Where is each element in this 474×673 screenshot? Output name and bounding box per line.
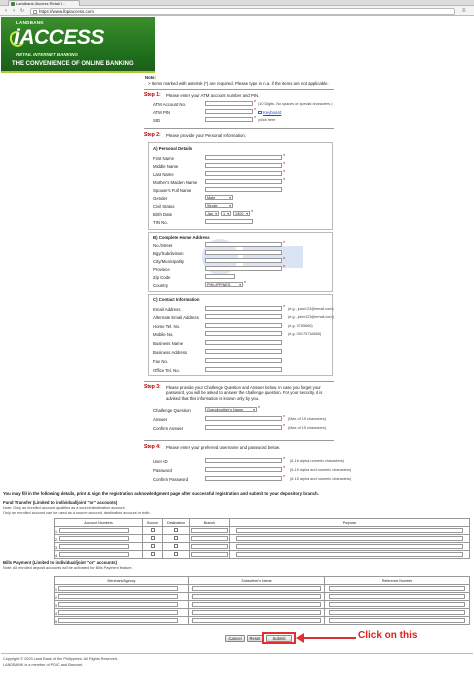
subscriber-cell [189,593,325,601]
arrow-line [302,637,356,639]
email-hint: (e.g., juan123@email.com) [288,307,334,311]
email-label: Email Address [153,307,181,312]
province-input[interactable] [205,266,282,271]
forward-icon[interactable]: › [13,8,15,14]
atm-account-hint: (10 Digits. No spaces or special characters.) [258,102,333,106]
row-label: 4. [55,553,58,558]
office-tel-label: Office Tel. No. [153,368,180,373]
reference-input[interactable] [329,602,466,607]
confirm-answer-hint: (Max of 15 characters) [288,426,326,430]
civil-status-label: Civil Status [153,204,175,209]
reference-input[interactable] [329,586,466,591]
subscriber-input[interactable] [192,602,320,607]
confirm-answer-input[interactable] [205,425,282,430]
answer-hint: (Max of 15 characters) [288,417,326,421]
submit-button[interactable]: Submit [266,635,292,642]
fund-note-2: Only an enrolled account can be used as a source account, destination account or both. [3,511,151,515]
fax-input[interactable] [205,358,282,363]
merchant-cell [55,585,189,593]
destination-checkbox[interactable] [174,552,178,556]
branch-cell [190,551,230,559]
source-cell [143,535,163,543]
province-label: Province [153,267,170,272]
merchant-input[interactable] [58,586,178,591]
required-marker: * [283,154,285,160]
password-hint: (6-15 alpha and numeric characters) [290,468,352,472]
submit-highlight-box [262,632,296,644]
column-header: Purpose [230,519,470,527]
column-header: Account Numbers [55,519,143,527]
email-input[interactable] [205,306,282,311]
purpose-input[interactable] [236,544,463,549]
row-label: 1. [55,529,58,534]
merchant-cell [55,601,189,609]
iaccess-logo: iACCESS [14,26,104,49]
table-header-row [55,519,470,527]
table-row [55,617,470,625]
banner-tagline: THE CONVENIENCE OF ONLINE BANKING [12,61,134,67]
reference-cell [325,585,470,593]
alt-email-label: Alternate Email Address [153,315,199,320]
bills-payment-table [54,576,470,625]
atm-account-input[interactable] [205,101,253,106]
spouse-name-input[interactable] [205,187,282,192]
mobile-input[interactable] [205,331,282,336]
required-marker: * [283,170,285,176]
middle-name-input[interactable] [205,163,282,168]
footer-divider [1,653,473,654]
row-number [55,543,143,551]
answer-label: Answer [153,417,168,422]
challenge-question-label: Challenge Question [153,408,191,413]
subscriber-input[interactable] [192,618,320,623]
column-header: Subscriber's Name [189,577,325,585]
user-id-input[interactable] [205,458,282,463]
spouse-name-label: Spouse's Full Name [153,188,192,193]
row-label: 2 [55,595,57,600]
purpose-input[interactable] [236,536,463,541]
required-marker: * [254,100,256,106]
reload-icon[interactable]: ↻ [19,8,25,14]
back-icon[interactable]: ‹ [5,8,7,14]
source-cell [143,543,163,551]
reference-input[interactable] [329,610,466,615]
subscriber-cell [189,609,325,617]
tin-label: TIN No. [153,220,168,225]
row-number [55,527,143,535]
business-name-input[interactable] [205,340,282,345]
first-name-label: First Name [153,156,175,161]
required-marker: * [283,457,285,463]
confirm-password-hint: (6-15 alpha and numeric characters) [290,477,352,481]
required-marker: * [244,281,246,287]
maiden-name-input[interactable] [205,179,282,184]
table-row [55,601,470,609]
step2-text: Please provide your Personal Information. [166,133,247,138]
required-marker: * [283,178,285,184]
column-header: Branch [190,519,230,527]
required-marker: * [254,108,256,114]
purpose-cell [230,527,470,535]
table-row [55,527,470,535]
answer-input[interactable] [205,416,282,421]
branch-cell [190,535,230,543]
row-label: 4 [55,611,57,616]
account-number-input[interactable] [59,528,129,533]
destination-cell [163,543,190,551]
source-cell [143,527,163,535]
business-address-label: Business Address [153,350,188,355]
civil-status-select[interactable]: Single ▾ [205,203,233,208]
subscriber-cell [189,585,325,593]
destination-cell [163,527,190,535]
banner-brand: LANDBANK [16,20,44,25]
divider [144,440,334,441]
birth-date-label: Birth Date [153,212,173,217]
required-marker: * [283,424,285,430]
cancel-button[interactable]: Cancel [225,635,245,642]
merchant-input[interactable] [58,618,178,623]
home-tel-hint: (e.g. 9755666) [288,324,313,328]
footer-member: LANDBANK is a member of PDIC and Bancnet. [3,663,84,667]
city-label: City/Municipality [153,259,185,264]
merchant-input[interactable] [58,610,178,615]
column-header: Destination [163,519,190,527]
row-label: 5 [55,619,57,624]
account-number-input[interactable] [59,552,129,557]
row-label: 3. [55,545,58,550]
last-name-input[interactable] [205,171,282,176]
branch-input[interactable] [191,536,228,541]
reference-cell [325,609,470,617]
note-text: > Items marked with asterisk (*) are required. Please type in n.a. if the items are not applicable. [148,81,329,86]
divider [144,128,334,129]
source-checkbox[interactable] [151,536,155,540]
branch-cell [190,543,230,551]
reset-button[interactable]: Reset [247,635,263,642]
branch-cell [190,527,230,535]
row-number [55,551,143,559]
gender-select[interactable]: Male ▾ [205,195,233,200]
required-marker: * [283,305,285,311]
birth-month-select[interactable]: Jan ▾ [205,211,219,216]
account-number-input[interactable] [59,536,129,541]
user-id-hint: (6-16 alpha-numeric characters) [290,459,345,463]
birth-day-select[interactable]: 1 ▾ [221,211,231,216]
required-marker: * [258,406,260,412]
table-row [55,551,470,559]
divider [144,89,334,90]
required-marker: * [283,415,285,421]
fax-label: Fax No. [153,359,169,364]
account-number-input[interactable] [59,544,129,549]
destination-checkbox[interactable] [174,544,178,548]
banner-underline [1,71,155,73]
keyboard-label: Keyboard [263,110,282,115]
merchant-cell [55,609,189,617]
required-marker: * [283,241,285,247]
destination-cell [163,551,190,559]
purpose-cell [230,543,470,551]
city-input[interactable] [205,258,282,263]
reference-input[interactable] [329,618,466,623]
column-header: Merchant/Agency [55,577,189,585]
gender-label: Gender [153,196,168,201]
reference-cell [325,593,470,601]
subscriber-cell [189,601,325,609]
business-name-label: Business Name [153,341,184,346]
required-marker: * [283,466,285,472]
required-marker: * [283,475,285,481]
required-marker: * [283,257,285,263]
keyboard-icon [258,111,262,114]
country-label: Country [153,283,169,288]
purpose-input[interactable] [236,552,463,557]
contact-heading: C) Contact Information [153,297,200,302]
birth-year-select[interactable]: 1900 ▾ [233,211,250,216]
home-tel-label: Home Tel. No. [153,324,181,329]
address-heading: B) Complete Home Address [153,235,210,240]
zip-input[interactable] [205,274,235,279]
destination-checkbox[interactable] [174,528,178,532]
sid-label: SID [153,118,161,123]
business-address-input[interactable] [205,349,282,354]
source-checkbox[interactable] [151,528,155,532]
step4-label: Step 4: [144,444,161,450]
table-row [55,535,470,543]
bills-heading: Bills Payment (Limited to individual/joint "or" accounts) [3,560,117,565]
mobile-hint: (e.g. 09175716666) [288,332,322,336]
branch-input[interactable] [191,528,228,533]
source-checkbox[interactable] [151,552,155,556]
personal-heading: A) Personal Details [153,146,193,151]
branch-input[interactable] [191,552,228,557]
barangay-label: Bgy/Subdivision [153,251,184,256]
note-title: Note: [145,75,156,80]
merchant-cell [55,593,189,601]
step3-text: Please provide your Challenge Question and Answer below. In case you forget your password, you will be asked to answer the challenge question. For your security, it is advised that this information is known only by you. [166,385,323,401]
street-label: No./Street [153,243,173,248]
home-tel-input[interactable] [205,323,282,328]
url-text: https://www.lbpiaccess.com [39,8,95,14]
banner-subtitle: RETAIL INTERNET BANKING [16,52,78,57]
confirm-answer-label: Confirm Answer [153,426,184,431]
step3-label: Step 3: [144,384,161,390]
mobile-label: Mobile No. [153,332,174,337]
column-header: Reference Number [325,577,470,585]
row-label: 1 [55,587,57,592]
merchant-cell [55,617,189,625]
middle-name-label: Middle Name [153,164,179,169]
fund-note-1: Note: Only an enrolled account qualifies as a source/destination account. [3,506,126,510]
divider [144,381,334,382]
destination-cell [163,535,190,543]
country-select[interactable]: PHILIPPINES ▾ [205,282,243,287]
bills-note: Note: All enrolled deposit accounts will be activated for Bills Payment feature. [3,566,133,570]
page-icon [33,10,37,14]
table-row [55,593,470,601]
tab-title: Landbank iAccess Retail I... [16,1,66,6]
step1-label: Step 1: [144,92,161,98]
fund-heading: Fund Transfer (Limited to individual/joint "or" accounts) [3,500,118,505]
reference-input[interactable] [329,594,466,599]
office-tel-input[interactable] [205,367,282,372]
last-name-label: Last Name [153,172,174,177]
subscriber-input[interactable] [192,586,320,591]
reference-cell [325,601,470,609]
fund-transfer-table [54,518,470,559]
required-marker: * [254,116,256,122]
fund-intro: You may fill in the following details, print & sign the registration acknowledgment page after successful registration and submit to your depository branch. [3,491,319,496]
step4-text: Please enter your preferred username and password below. [166,445,280,450]
subscriber-cell [189,617,325,625]
password-label: Password [153,468,172,473]
keyboard-link[interactable] [258,110,281,115]
barangay-input[interactable] [205,250,282,255]
destination-checkbox[interactable] [174,536,178,540]
subscriber-input[interactable] [192,610,320,615]
sid-input[interactable] [205,117,253,122]
tin-input[interactable] [205,219,253,224]
branch-input[interactable] [191,544,228,549]
merchant-input[interactable] [58,602,178,607]
url-input[interactable] [30,8,455,15]
purpose-cell [230,551,470,559]
alt-email-input[interactable] [205,314,282,319]
column-header: Source [143,519,163,527]
confirm-password-label: Confirm Password [153,477,189,482]
sid-hint: (click here [258,118,276,122]
purpose-cell [230,535,470,543]
row-label: 3 [55,603,57,608]
menu-icon[interactable]: ≡ [462,8,466,14]
table-row [55,609,470,617]
purpose-input[interactable] [236,528,463,533]
merchant-input[interactable] [58,594,178,599]
subscriber-input[interactable] [192,594,320,599]
alt-email-hint: (e.g., jdmr123@email.com) [288,315,334,319]
atm-pin-input[interactable] [205,109,253,114]
callout-text: Click on this [358,630,418,641]
table-row [55,585,470,593]
step2-label: Step 2: [144,132,161,138]
row-label: 2. [55,537,58,542]
atm-pin-label: ATM PIN [153,110,171,115]
required-marker: * [251,210,253,216]
maiden-name-label: Mother's Maiden Name [153,180,198,185]
password-input[interactable] [205,467,282,472]
user-id-label: User ID [153,459,168,464]
address-bar [0,6,474,16]
confirm-password-input[interactable] [205,476,282,481]
table-row [55,543,470,551]
street-input[interactable] [205,242,282,247]
zip-label: Zip Code [153,275,171,280]
source-cell [143,551,163,559]
footer-copyright: Copyright © 2003 Land Bank of the Philippines. All Rights Reserved. [3,657,119,661]
challenge-question-select[interactable]: Grandmother's Name ▾ [205,407,257,412]
first-name-input[interactable] [205,155,282,160]
source-checkbox[interactable] [151,544,155,548]
atm-account-label: ATM Account No. [153,102,187,107]
table-header-row [55,577,470,585]
row-number [55,535,143,543]
required-marker: * [283,162,285,168]
required-marker: * [283,265,285,271]
step1-text: Please enter your ATM account number and PIN. [166,93,260,98]
reference-cell [325,617,470,625]
